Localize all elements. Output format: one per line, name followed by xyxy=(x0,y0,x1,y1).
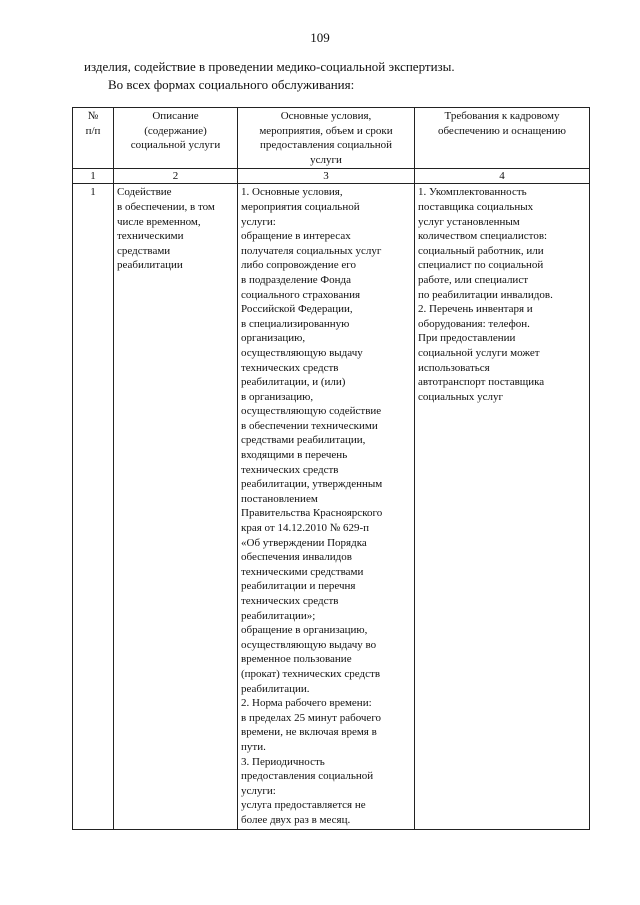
header-num xyxy=(73,108,114,169)
header-line: п/п xyxy=(85,124,101,137)
cell-line: Российской Федерации, xyxy=(241,303,353,316)
cell-line: обеспечения инвалидов xyxy=(241,551,352,564)
cell-line: входящими в перечень xyxy=(241,449,348,462)
cell-line: специалист по социальной xyxy=(418,259,544,272)
column-number: 3 xyxy=(238,169,415,184)
column-number-row xyxy=(73,169,590,184)
requirements-cell xyxy=(415,184,590,829)
cell-line: социального страхования xyxy=(241,288,361,301)
cell-line: технических средств xyxy=(241,361,339,374)
cell-line: реабилитации, и (или) xyxy=(241,376,346,389)
cell-line: социальной услуги может xyxy=(418,346,540,359)
header-description xyxy=(114,108,238,169)
cell-line: в специализированную xyxy=(241,317,350,330)
header-conditions xyxy=(238,108,415,169)
column-number: 2 xyxy=(114,169,238,184)
header-line: услуги xyxy=(310,153,342,166)
cell-line: по реабилитации инвалидов. xyxy=(418,288,553,301)
header-line: социальной услуги xyxy=(130,139,221,152)
cell-line: времени, не включая время в xyxy=(241,726,377,739)
cell-line: 3. Периодичность xyxy=(241,755,325,768)
cell-line: в пределах 25 минут рабочего xyxy=(241,711,382,724)
header-line: № xyxy=(87,110,99,122)
cell-line: количеством специалистов: xyxy=(418,230,548,243)
cell-line: получателя социальных услуг xyxy=(241,244,382,257)
cell-line: услуг установленным xyxy=(418,215,520,228)
cell-line: либо сопровождение его xyxy=(241,259,356,272)
cell-line: Правительства Красноярского xyxy=(241,507,383,520)
table-row xyxy=(73,184,590,829)
cell-line: технических средств xyxy=(241,595,339,607)
cell-line: средствами реабилитации, xyxy=(241,434,366,447)
header-line: предоставления социальной xyxy=(259,139,393,152)
header-line: обеспечению и оснащению xyxy=(437,124,567,137)
header-line: мероприятия, объем и сроки xyxy=(259,124,393,137)
cell-line: обращение в организацию, xyxy=(241,624,368,637)
cell-line: реабилитации, утвержденным xyxy=(241,478,383,491)
cell-line: осуществляющую выдачу xyxy=(241,346,363,359)
cell-line: При предоставлении xyxy=(418,332,516,345)
intro-text xyxy=(84,58,584,94)
cell-line: в обеспечении, в том xyxy=(117,200,215,213)
conditions-cell xyxy=(238,184,415,829)
cell-line: осуществляющую содействие xyxy=(241,405,382,418)
cell-line: средствами xyxy=(117,244,171,257)
column-number: 1 xyxy=(73,169,114,184)
cell-line: (прокат) технических средств xyxy=(241,667,381,680)
header-line: Описание xyxy=(152,110,199,122)
cell-line: пути. xyxy=(241,740,266,753)
services-table xyxy=(72,107,590,830)
cell-line: реабилитации. xyxy=(241,682,310,695)
cell-line: постановлением xyxy=(241,492,318,505)
cell-line: организацию, xyxy=(241,332,306,345)
intro-line-1: изделия, содействие в проведении медико-социальной экспертизы. xyxy=(84,59,455,74)
header-line: (содержание) xyxy=(144,124,207,137)
header-row xyxy=(73,108,590,169)
cell-line: автотранспорт поставщика xyxy=(418,376,545,389)
cell-line: Содействие xyxy=(117,186,172,199)
cell-line: работе, или специалист xyxy=(418,273,529,286)
intro-line-2: Во всех формах социального обслуживания: xyxy=(108,77,355,92)
header-line: Основные условия, xyxy=(280,110,372,122)
cell-line: реабилитации»; xyxy=(241,609,316,622)
cell-line: «Об утверждении Порядка xyxy=(241,536,367,549)
cell-line: 1. Основные условия, xyxy=(241,186,343,199)
header-line: Требования к кадровому xyxy=(444,110,560,122)
cell-line: временное пользование xyxy=(241,653,352,666)
cell-line: 2. Норма рабочего времени: xyxy=(241,697,372,710)
page-number: 109 xyxy=(310,30,330,45)
cell-line: предоставления социальной xyxy=(241,770,374,783)
column-number: 4 xyxy=(415,169,590,184)
description-cell xyxy=(114,184,238,829)
cell-line: социальных услуг xyxy=(418,390,504,403)
header-requirements xyxy=(415,108,590,169)
cell-line: осуществляющую выдачу во xyxy=(241,638,377,651)
row-number: 1 xyxy=(73,184,114,829)
cell-line: в обеспечении техническими xyxy=(241,419,378,432)
cell-line: в подразделение Фонда xyxy=(241,273,351,286)
cell-line: использоваться xyxy=(418,361,490,374)
cell-line: края от 14.12.2010 № 629-п xyxy=(241,522,369,535)
cell-line: мероприятия социальной xyxy=(241,200,360,213)
cell-line: техническими средствами xyxy=(241,565,364,578)
cell-line: реабилитации xyxy=(117,259,183,272)
cell-line: услуги: xyxy=(241,784,276,797)
cell-line: в организацию, xyxy=(241,390,314,403)
cell-line: 1. Укомплектованность xyxy=(418,186,527,199)
cell-line: числе временном, xyxy=(117,215,201,228)
cell-line: более двух раз в месяц. xyxy=(241,813,351,826)
cell-line: реабилитации и перечня xyxy=(241,580,356,593)
cell-line: 2. Перечень инвентаря и xyxy=(418,303,533,316)
cell-line: технических средств xyxy=(241,463,339,476)
cell-line: техническими xyxy=(117,230,184,243)
cell-line: обращение в интересах xyxy=(241,230,351,243)
cell-line: услуги: xyxy=(241,215,276,228)
cell-line: социальный работник, или xyxy=(418,244,544,257)
cell-line: поставщика социальных xyxy=(418,200,534,213)
cell-line: услуга предоставляется не xyxy=(241,799,366,812)
cell-line: оборудования: телефон. xyxy=(418,317,530,330)
